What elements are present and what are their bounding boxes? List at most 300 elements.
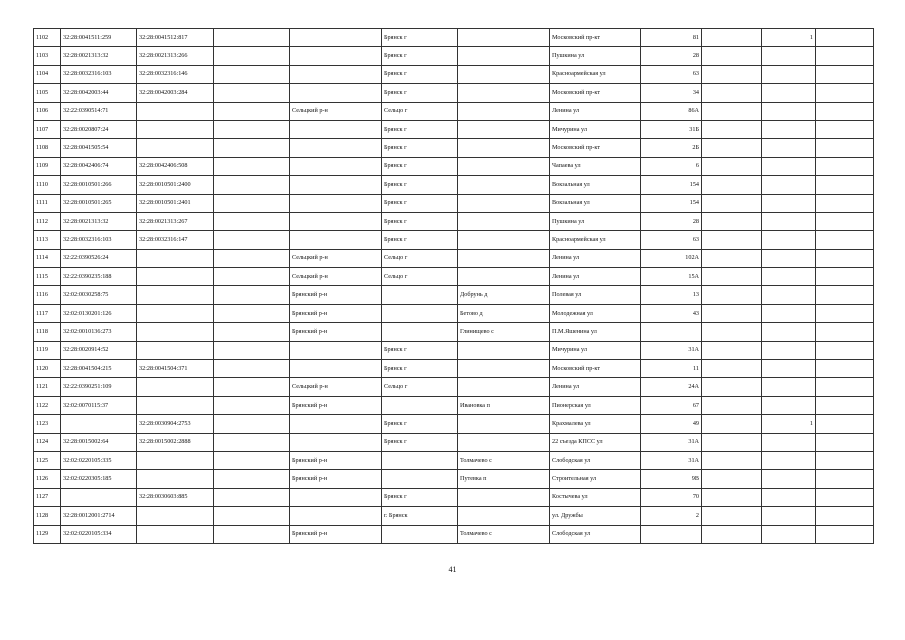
cell-blank-3-cell	[816, 488, 874, 506]
settlement-cell: Толмачево с	[458, 525, 550, 543]
house-number-cell: 70	[641, 488, 702, 506]
cadastral-number-land-cell: 32:28:0021313:32	[61, 47, 137, 65]
count-cell	[762, 323, 816, 341]
count-cell: 1	[762, 29, 816, 47]
settlement-cell: Путевка п	[458, 470, 550, 488]
cadastral-number-land-cell: 32:02:0220105:334	[61, 525, 137, 543]
city-cell: Брянск г	[382, 194, 458, 212]
cadastral-number-building-cell	[137, 507, 214, 525]
cell-blank-cell	[214, 525, 290, 543]
table-row	[34, 176, 874, 194]
row-number-cell: 1119	[34, 341, 61, 359]
cadastral-number-land-cell: 32:28:0042406:74	[61, 157, 137, 175]
settlement-cell	[458, 176, 550, 194]
cadastral-number-land-cell: 32:28:0041511:259	[61, 29, 137, 47]
table-row	[34, 378, 874, 396]
count-cell	[762, 360, 816, 378]
cell-blank-2-cell	[702, 360, 762, 378]
table-row	[34, 29, 874, 47]
house-number-cell	[641, 323, 702, 341]
table-row	[34, 304, 874, 322]
cell-blank-cell	[214, 249, 290, 267]
cell-blank-3-cell	[816, 415, 874, 433]
row-number-cell: 1106	[34, 102, 61, 120]
cadastral-number-land-cell: 32:22:0390526:24	[61, 249, 137, 267]
cell-blank-cell	[214, 231, 290, 249]
district-cell	[290, 341, 382, 359]
count-cell	[762, 139, 816, 157]
table-row	[34, 433, 874, 451]
cell-blank-2-cell	[702, 212, 762, 230]
cell-blank-2-cell	[702, 286, 762, 304]
cadastral-number-building-cell	[137, 286, 214, 304]
table-row	[34, 396, 874, 414]
house-number-cell: 11	[641, 360, 702, 378]
house-number-cell: 63	[641, 65, 702, 83]
cell-blank-2-cell	[702, 84, 762, 102]
cell-blank-3-cell	[816, 231, 874, 249]
district-cell	[290, 47, 382, 65]
district-cell: Сельцкий р-н	[290, 102, 382, 120]
cell-blank-cell	[214, 268, 290, 286]
cell-blank-cell	[214, 176, 290, 194]
house-number-cell: 67	[641, 396, 702, 414]
cadastral-number-building-cell: 32:28:0041512:817	[137, 29, 214, 47]
cadastral-number-land-cell	[61, 415, 137, 433]
house-number-cell: 49	[641, 415, 702, 433]
table-row	[34, 323, 874, 341]
cadastral-number-building-cell	[137, 304, 214, 322]
cadastral-number-land-cell: 32:22:0390235:188	[61, 268, 137, 286]
cell-blank-3-cell	[816, 102, 874, 120]
cell-blank-cell	[214, 323, 290, 341]
district-cell	[290, 120, 382, 138]
row-number-cell: 1108	[34, 139, 61, 157]
cell-blank-2-cell	[702, 176, 762, 194]
table-row	[34, 451, 874, 469]
cell-blank-3-cell	[816, 194, 874, 212]
count-cell	[762, 231, 816, 249]
city-cell	[382, 323, 458, 341]
cadastral-number-land-cell: 32:28:0012001:2714	[61, 507, 137, 525]
street-cell: Московский пр-кт	[550, 84, 641, 102]
settlement-cell	[458, 157, 550, 175]
cadastral-number-building-cell: 32:28:0015002:2888	[137, 433, 214, 451]
cadastral-number-building-cell: 32:28:0032316:146	[137, 65, 214, 83]
house-number-cell	[641, 525, 702, 543]
house-number-cell: 31Б	[641, 120, 702, 138]
cadastral-number-land-cell	[61, 488, 137, 506]
street-cell: Московский пр-кт	[550, 139, 641, 157]
cadastral-number-building-cell: 32:28:0042003:284	[137, 84, 214, 102]
cell-blank-3-cell	[816, 157, 874, 175]
house-number-cell: 13	[641, 286, 702, 304]
cell-blank-3-cell	[816, 525, 874, 543]
row-number-cell: 1117	[34, 304, 61, 322]
street-cell: Чапаева ул	[550, 157, 641, 175]
row-number-cell: 1107	[34, 120, 61, 138]
cell-blank-2-cell	[702, 433, 762, 451]
count-cell	[762, 396, 816, 414]
cadastral-number-land-cell: 32:28:0021313:32	[61, 212, 137, 230]
cadastral-number-building-cell	[137, 249, 214, 267]
city-cell: Брянск г	[382, 84, 458, 102]
cell-blank-3-cell	[816, 304, 874, 322]
cadastral-number-building-cell	[137, 470, 214, 488]
cadastral-number-land-cell: 32:28:0010501:265	[61, 194, 137, 212]
cell-blank-2-cell	[702, 249, 762, 267]
row-number-cell: 1126	[34, 470, 61, 488]
settlement-cell	[458, 415, 550, 433]
city-cell	[382, 304, 458, 322]
cell-blank-2-cell	[702, 507, 762, 525]
cell-blank-2-cell	[702, 396, 762, 414]
count-cell	[762, 249, 816, 267]
settlement-cell: Бетово д	[458, 304, 550, 322]
row-number-cell: 1114	[34, 249, 61, 267]
cell-blank-2-cell	[702, 268, 762, 286]
district-cell	[290, 360, 382, 378]
table-row	[34, 341, 874, 359]
table-row	[34, 286, 874, 304]
cell-blank-cell	[214, 304, 290, 322]
row-number-cell: 1111	[34, 194, 61, 212]
cell-blank-3-cell	[816, 268, 874, 286]
cell-blank-cell	[214, 47, 290, 65]
count-cell	[762, 194, 816, 212]
row-number-cell: 1128	[34, 507, 61, 525]
row-number-cell: 1123	[34, 415, 61, 433]
house-number-cell: 43	[641, 304, 702, 322]
cell-blank-cell	[214, 378, 290, 396]
cell-blank-cell	[214, 341, 290, 359]
cell-blank-2-cell	[702, 451, 762, 469]
row-number-cell: 1103	[34, 47, 61, 65]
cadastral-number-land-cell: 32:28:0032316:103	[61, 231, 137, 249]
count-cell	[762, 120, 816, 138]
cell-blank-3-cell	[816, 212, 874, 230]
house-number-cell: 81	[641, 29, 702, 47]
street-cell: Пионерская ул	[550, 396, 641, 414]
district-cell	[290, 29, 382, 47]
cadastral-number-building-cell: 32:28:0030603:885	[137, 488, 214, 506]
cadastral-number-building-cell	[137, 525, 214, 543]
count-cell	[762, 433, 816, 451]
city-cell: Брянск г	[382, 433, 458, 451]
cadastral-number-land-cell: 32:28:0020807:24	[61, 120, 137, 138]
cell-blank-3-cell	[816, 286, 874, 304]
city-cell: Брянск г	[382, 120, 458, 138]
cell-blank-3-cell	[816, 451, 874, 469]
settlement-cell: Толмачево с	[458, 451, 550, 469]
row-number-cell: 1110	[34, 176, 61, 194]
cell-blank-3-cell	[816, 470, 874, 488]
cell-blank-2-cell	[702, 157, 762, 175]
street-cell: Ленина ул	[550, 378, 641, 396]
settlement-cell	[458, 102, 550, 120]
district-cell	[290, 157, 382, 175]
settlement-cell	[458, 341, 550, 359]
table-row	[34, 231, 874, 249]
table-row	[34, 194, 874, 212]
cell-blank-3-cell	[816, 360, 874, 378]
cell-blank-cell	[214, 360, 290, 378]
table-row	[34, 488, 874, 506]
city-cell: г. Брянск	[382, 507, 458, 525]
count-cell	[762, 525, 816, 543]
row-number-cell: 1116	[34, 286, 61, 304]
street-cell: Полевая ул	[550, 286, 641, 304]
table-row	[34, 268, 874, 286]
register-table	[33, 28, 874, 544]
district-cell: Брянский р-н	[290, 525, 382, 543]
row-number-cell: 1129	[34, 525, 61, 543]
table-row	[34, 84, 874, 102]
cell-blank-3-cell	[816, 84, 874, 102]
cadastral-number-land-cell: 32:28:0010501:266	[61, 176, 137, 194]
cadastral-number-building-cell: 32:28:0030904:2753	[137, 415, 214, 433]
cell-blank-2-cell	[702, 231, 762, 249]
cell-blank-3-cell	[816, 507, 874, 525]
cell-blank-cell	[214, 488, 290, 506]
cadastral-number-building-cell	[137, 378, 214, 396]
city-cell	[382, 396, 458, 414]
city-cell: Брянск г	[382, 488, 458, 506]
settlement-cell: Добрунь д	[458, 286, 550, 304]
district-cell: Сельцкий р-н	[290, 378, 382, 396]
cell-blank-cell	[214, 286, 290, 304]
district-cell	[290, 139, 382, 157]
cell-blank-2-cell	[702, 378, 762, 396]
table-row	[34, 139, 874, 157]
cell-blank-cell	[214, 65, 290, 83]
row-number-cell: 1113	[34, 231, 61, 249]
count-cell	[762, 451, 816, 469]
settlement-cell	[458, 231, 550, 249]
count-cell	[762, 341, 816, 359]
district-cell: Брянский р-н	[290, 286, 382, 304]
cell-blank-cell	[214, 507, 290, 525]
city-cell: Брянск г	[382, 415, 458, 433]
count-cell	[762, 304, 816, 322]
house-number-cell: 2	[641, 507, 702, 525]
cell-blank-cell	[214, 139, 290, 157]
city-cell: Сельцо г	[382, 378, 458, 396]
cell-blank-2-cell	[702, 120, 762, 138]
settlement-cell	[458, 433, 550, 451]
cell-blank-2-cell	[702, 525, 762, 543]
house-number-cell: 154	[641, 176, 702, 194]
house-number-cell: 31А	[641, 341, 702, 359]
cell-blank-3-cell	[816, 378, 874, 396]
cell-blank-cell	[214, 29, 290, 47]
count-cell	[762, 47, 816, 65]
cell-blank-3-cell	[816, 323, 874, 341]
cadastral-number-building-cell	[137, 120, 214, 138]
cell-blank-3-cell	[816, 396, 874, 414]
street-cell: Слободская ул	[550, 451, 641, 469]
cadastral-number-land-cell: 32:28:0015002:64	[61, 433, 137, 451]
city-cell	[382, 451, 458, 469]
cadastral-number-building-cell	[137, 139, 214, 157]
district-cell	[290, 231, 382, 249]
cadastral-number-land-cell: 32:22:0390251:109	[61, 378, 137, 396]
house-number-cell: 31А	[641, 451, 702, 469]
city-cell: Брянск г	[382, 360, 458, 378]
district-cell: Брянский р-н	[290, 396, 382, 414]
cell-blank-2-cell	[702, 29, 762, 47]
settlement-cell	[458, 488, 550, 506]
cell-blank-cell	[214, 84, 290, 102]
cell-blank-cell	[214, 212, 290, 230]
cadastral-number-building-cell: 32:28:0021313:266	[137, 47, 214, 65]
cell-blank-cell	[214, 451, 290, 469]
settlement-cell	[458, 139, 550, 157]
cell-blank-cell	[214, 396, 290, 414]
cell-blank-cell	[214, 157, 290, 175]
cadastral-number-land-cell: 32:02:0220305:185	[61, 470, 137, 488]
table-row	[34, 47, 874, 65]
settlement-cell	[458, 84, 550, 102]
city-cell: Сельцо г	[382, 268, 458, 286]
cadastral-number-building-cell	[137, 102, 214, 120]
row-number-cell: 1121	[34, 378, 61, 396]
district-cell: Сельцкий р-н	[290, 249, 382, 267]
table-row	[34, 507, 874, 525]
street-cell: Крахмалева ул	[550, 415, 641, 433]
table-row	[34, 102, 874, 120]
street-cell: Мичурина ул	[550, 341, 641, 359]
street-cell: Молодежная ул	[550, 304, 641, 322]
city-cell: Сельцо г	[382, 102, 458, 120]
count-cell	[762, 470, 816, 488]
count-cell	[762, 157, 816, 175]
cadastral-number-building-cell	[137, 451, 214, 469]
cadastral-number-building-cell: 32:28:0010501:2401	[137, 194, 214, 212]
district-cell	[290, 488, 382, 506]
cadastral-number-building-cell	[137, 396, 214, 414]
count-cell	[762, 507, 816, 525]
street-cell: 22 съезда КПСС ул	[550, 433, 641, 451]
table-row	[34, 120, 874, 138]
cadastral-number-building-cell	[137, 323, 214, 341]
city-cell	[382, 470, 458, 488]
house-number-cell: 24А	[641, 378, 702, 396]
table-row	[34, 525, 874, 543]
count-cell	[762, 488, 816, 506]
count-cell	[762, 378, 816, 396]
cell-blank-2-cell	[702, 415, 762, 433]
street-cell: Красноармейская ул	[550, 65, 641, 83]
city-cell: Брянск г	[382, 29, 458, 47]
street-cell: Пушкина ул	[550, 47, 641, 65]
table-row	[34, 157, 874, 175]
settlement-cell	[458, 249, 550, 267]
cell-blank-2-cell	[702, 341, 762, 359]
cell-blank-3-cell	[816, 341, 874, 359]
city-cell: Брянск г	[382, 65, 458, 83]
district-cell	[290, 176, 382, 194]
row-number-cell: 1118	[34, 323, 61, 341]
count-cell	[762, 84, 816, 102]
city-cell: Брянск г	[382, 231, 458, 249]
cadastral-number-land-cell: 32:28:0041505:54	[61, 139, 137, 157]
district-cell	[290, 507, 382, 525]
street-cell: Красноармейская ул	[550, 231, 641, 249]
table-row	[34, 212, 874, 230]
row-number-cell: 1104	[34, 65, 61, 83]
house-number-cell: 102А	[641, 249, 702, 267]
cell-blank-3-cell	[816, 120, 874, 138]
cell-blank-cell	[214, 102, 290, 120]
cadastral-number-building-cell: 32:28:0042406:508	[137, 157, 214, 175]
cell-blank-2-cell	[702, 139, 762, 157]
district-cell: Брянский р-н	[290, 304, 382, 322]
street-cell: Ленина ул	[550, 268, 641, 286]
cell-blank-2-cell	[702, 194, 762, 212]
district-cell: Брянский р-н	[290, 451, 382, 469]
city-cell: Брянск г	[382, 341, 458, 359]
cell-blank-2-cell	[702, 488, 762, 506]
row-number-cell: 1102	[34, 29, 61, 47]
city-cell: Брянск г	[382, 47, 458, 65]
cell-blank-cell	[214, 433, 290, 451]
house-number-cell: 28	[641, 212, 702, 230]
street-cell: Ленина ул	[550, 249, 641, 267]
house-number-cell: 15А	[641, 268, 702, 286]
cell-blank-2-cell	[702, 470, 762, 488]
district-cell	[290, 194, 382, 212]
table-row	[34, 360, 874, 378]
count-cell	[762, 65, 816, 83]
city-cell: Брянск г	[382, 212, 458, 230]
cell-blank-3-cell	[816, 47, 874, 65]
row-number-cell: 1124	[34, 433, 61, 451]
settlement-cell	[458, 378, 550, 396]
street-cell: Московский пр-кт	[550, 29, 641, 47]
house-number-cell: 31А	[641, 433, 702, 451]
settlement-cell	[458, 194, 550, 212]
settlement-cell: Ивановка п	[458, 396, 550, 414]
page-number: 41	[448, 565, 457, 574]
cadastral-number-land-cell: 32:28:0020914:52	[61, 341, 137, 359]
settlement-cell	[458, 65, 550, 83]
city-cell: Брянск г	[382, 176, 458, 194]
street-cell: Костычева ул	[550, 488, 641, 506]
settlement-cell	[458, 212, 550, 230]
settlement-cell	[458, 120, 550, 138]
cell-blank-2-cell	[702, 65, 762, 83]
cadastral-number-building-cell	[137, 341, 214, 359]
row-number-cell: 1125	[34, 451, 61, 469]
cell-blank-2-cell	[702, 323, 762, 341]
district-cell	[290, 415, 382, 433]
street-cell: Вокзальная ул	[550, 194, 641, 212]
settlement-cell: Глинищево с	[458, 323, 550, 341]
district-cell	[290, 84, 382, 102]
row-number-cell: 1127	[34, 488, 61, 506]
cell-blank-3-cell	[816, 433, 874, 451]
settlement-cell	[458, 29, 550, 47]
cell-blank-cell	[214, 194, 290, 212]
settlement-cell	[458, 360, 550, 378]
row-number-cell: 1115	[34, 268, 61, 286]
settlement-cell	[458, 507, 550, 525]
cell-blank-cell	[214, 120, 290, 138]
cadastral-number-land-cell: 32:02:0220105:335	[61, 451, 137, 469]
row-number-cell: 1105	[34, 84, 61, 102]
house-number-cell: 34	[641, 84, 702, 102]
